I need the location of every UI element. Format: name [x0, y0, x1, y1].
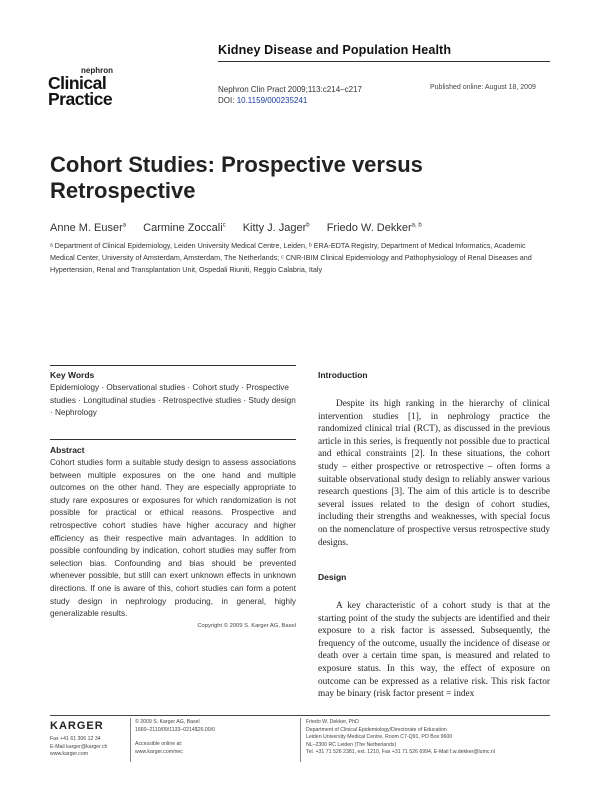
- publisher-email[interactable]: E-Mail karger@karger.ch: [50, 743, 108, 750]
- journal-citation: Nephron Clin Pract 2009;113:c214–c217: [218, 85, 362, 94]
- doi-link[interactable]: 10.1159/000235241: [236, 96, 308, 105]
- journal-section-title: Kidney Disease and Population Health: [218, 43, 452, 57]
- publisher-logo: KARGER: [50, 720, 104, 732]
- publisher-fax: Fax +41 61 306 12 34: [50, 736, 101, 742]
- abstract-section: [50, 445, 296, 629]
- introduction-text: Despite its high ranking in the hierarchy of clinical intervention studies [1], in nephrology practice the randomized clinical trial (RCT), as discussed in the previous article in this series, is frequently not possible due to practical and ethical constraints [2]. In these situations, the cohort study – either prospective or retrospective – often forms a suitable observational study design to reliably answer various research questions [3]. The aim of this article is to describe several issues related to the design of cohort studies, including their strengths and weaknesses, with special focus on the nomenclature of prospective versus retrospective study designs.: [318, 399, 550, 548]
- contact-tel: Tel. +31 71 526 2381, ext. 1210, Fax +31 71 526 6994, E-Mail f.w.dekker@lumc.nl: [306, 749, 495, 756]
- logo-superscript: nephron: [81, 66, 113, 75]
- publisher-contact: [50, 736, 107, 759]
- contact-dept: Department of Clinical Epidemiology/Directorate of Education: [306, 726, 447, 733]
- access-label: Accessible online at:: [135, 741, 183, 748]
- contact-name: Friedo W. Dekker, PhD: [306, 719, 359, 725]
- author: Carmine Zoccali$^c$: [143, 222, 226, 234]
- abstract-heading: Abstract: [50, 445, 85, 455]
- footer-rule: [50, 715, 550, 716]
- affiliations: ᵃ Department of Clinical Epidemiology, Leiden University Medical Centre, Leiden, ᵇ ERA-EDTA Registry, Department of Medical Informatics, Academic Medical Center, University of Amsterdam, Amsterdam, The Netherlands; ᶜ CNR-IBIM Clinical Epidemiology and Pathophysiology of Renal Diseases and Hypertension, Renal and Transplantation Unit, Ospedali Riuniti, Reggio Calabria, Italy: [50, 241, 532, 275]
- header-rule: [218, 61, 550, 62]
- abstract-copyright: Copyright © 2009 S. Karger AG, Basel: [197, 622, 296, 629]
- keywords-text: Epidemiology · Observational studies · Cohort study · Prospective studies · Longitudinal studies · Retrospective studies · Study design · Nephrology: [50, 383, 296, 417]
- author: Friedo W. Dekker$^{a, b}$: [326, 222, 422, 234]
- correspondence-block: [306, 719, 552, 757]
- footer-divider: [130, 718, 131, 762]
- author: Anne M. Euser$^a$: [50, 222, 127, 234]
- contact-address-2: NL–2300 RC Leiden (The Netherlands): [306, 741, 397, 748]
- journal-logo: [48, 68, 143, 108]
- introduction-section: [318, 370, 550, 549]
- publisher-web[interactable]: www.karger.com: [50, 751, 89, 758]
- access-url[interactable]: www.karger.com/nec: [135, 748, 183, 755]
- doi-line: [218, 95, 362, 106]
- abstract-rule: [50, 439, 296, 440]
- logo-line-1: Clinical: [48, 73, 107, 93]
- doi-label: DOI:: [218, 96, 235, 105]
- citation-block: [218, 84, 362, 106]
- article-title: Cohort Studies: Prospective versus Retrospective: [50, 152, 423, 203]
- design-text: A key characteristic of a cohort study is that at the starting point of the study the subjects are identified and their exposure to a risk factor is assessed. Subsequently, the frequency of the outcome, usually the incidence of disease or death over a certain time span, is measured and related to exposure status. In this way, the effect of exposure on outcome can be expressed as a relative risk. This risk factor may be binary (risk factor present = index: [318, 601, 550, 700]
- keywords-section: [50, 370, 296, 420]
- footer-issn: 1660–2110/09/1133–0214$26.00/0: [135, 726, 216, 733]
- design-section: [318, 572, 550, 701]
- author: Kitty J. Jager$^b$: [242, 222, 310, 234]
- contact-address-1: Leiden University Medical Centre, Room C7-Q91, PO Box 9600: [306, 734, 453, 741]
- footer-divider: [300, 718, 301, 762]
- keywords-heading: Key Words: [50, 370, 95, 380]
- abstract-text: Cohort studies form a suitable study design to assess associations between multiple exposures on the one hand and multiple outcomes on the other hand. They are especially appropriate to study rare exposures or exposures for which randomization is not possible for practical or ethical reasons. Prospective and retrospective cohort studies have higher accuracy and higher efficiency as their respective main advantages. In addition to possible confounding by indication, cohort studies may suffer from selection bias. Confounding and bias should be prevented whenever possible, but still can exert unknown effects in unknown directions. If one is aware of this, cohort studies can form a potent study design in nephrology producing, in general, highly generalizable results.: [50, 458, 296, 619]
- footer-copyright: © 2009 S. Karger AG, Basel: [135, 719, 200, 725]
- published-date: Published online: August 18, 2009: [430, 84, 536, 91]
- copyright-block: [135, 719, 295, 756]
- keywords-rule: [50, 365, 296, 366]
- logo-line-2: Practice: [48, 89, 113, 109]
- design-heading: Design: [318, 572, 347, 582]
- introduction-heading: Introduction: [318, 370, 368, 380]
- author-list: [50, 222, 436, 234]
